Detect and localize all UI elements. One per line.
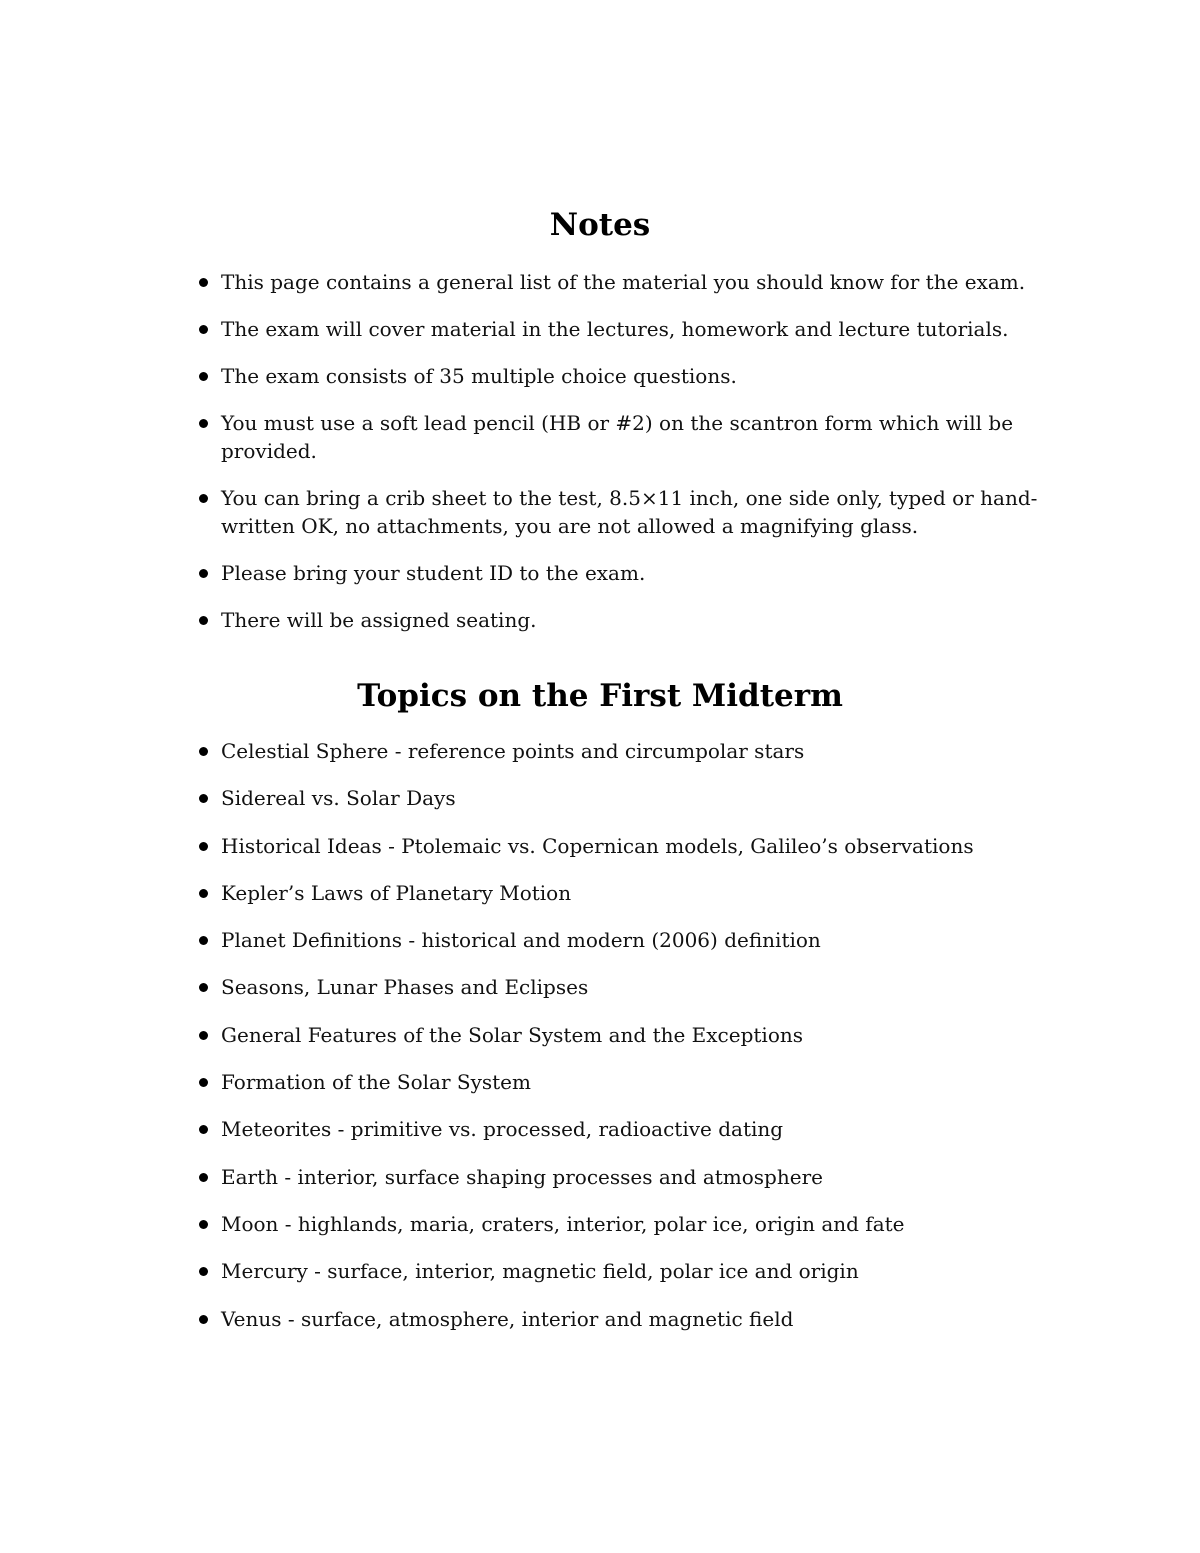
list-item-text: Historical Ideas - Ptolemaic vs. Copernican models, Galileo’s observations (221, 833, 974, 858)
bullet-icon (199, 278, 208, 287)
bullet-icon (199, 936, 208, 945)
bullet-icon (199, 1315, 208, 1324)
list-item (196, 1068, 1041, 1096)
list-item-text: This page contains a general list of the material you should know for the exam. (221, 270, 1026, 294)
list-item-text: You can bring a crib sheet to the test, 8.5×11 inch, one side only, typed or hand-written OK, no attachments, you are not allowed a magnifying glass. (221, 486, 1038, 538)
list-item (196, 606, 1041, 634)
list-item (196, 559, 1041, 587)
list-item (196, 879, 1041, 907)
list-item (196, 315, 1041, 343)
list-item-text: Earth - interior, surface shaping processes and atmosphere (221, 1164, 823, 1189)
bullet-icon (199, 794, 208, 803)
list-item (196, 1021, 1041, 1049)
topics-list (196, 737, 1041, 1352)
list-item (196, 409, 1041, 465)
list-item-text: You must use a soft lead pencil (HB or #2) on the scantron form which will be provided. (221, 411, 1014, 463)
bullet-icon (199, 747, 208, 756)
bullet-icon (199, 1031, 208, 1040)
list-item-text: Sidereal vs. Solar Days (221, 786, 456, 811)
list-item-text: Planet Definitions - historical and modern (2006) definition (221, 928, 821, 953)
list-item (196, 1257, 1041, 1285)
list-item-text: Seasons, Lunar Phases and Eclipses (221, 975, 589, 1000)
bullet-icon (199, 569, 208, 578)
list-item (196, 737, 1041, 765)
list-item-text: Mercury - surface, interior, magnetic field, polar ice and origin (221, 1259, 859, 1284)
bullet-icon (199, 1125, 208, 1134)
list-item (196, 926, 1041, 954)
list-item-text: Celestial Sphere - reference points and circumpolar stars (221, 739, 805, 763)
list-item-text: Meteorites - primitive vs. processed, radioactive dating (221, 1117, 784, 1142)
list-item (196, 1210, 1041, 1238)
list-item-text: Venus - surface, atmosphere, interior and magnetic field (221, 1306, 794, 1331)
list-item (196, 1163, 1041, 1191)
bullet-icon (199, 1267, 208, 1276)
bullet-icon (199, 372, 208, 381)
list-item (196, 973, 1041, 1001)
bullet-icon (199, 1078, 208, 1087)
list-item (196, 784, 1041, 812)
list-item-text: Kepler’s Laws of Planetary Motion (221, 880, 572, 905)
list-item-text: The exam consists of 35 multiple choice questions. (221, 364, 737, 388)
list-item (196, 1305, 1041, 1333)
bullet-icon (199, 494, 208, 503)
list-item-text: Moon - highlands, maria, craters, interior, polar ice, origin and fate (221, 1211, 905, 1236)
list-item-text: Formation of the Solar System (221, 1070, 531, 1095)
bullet-icon (199, 842, 208, 851)
bullet-icon (199, 1173, 208, 1182)
list-item (196, 268, 1041, 296)
bullet-icon (199, 616, 208, 625)
list-item-text: General Features of the Solar System and the Exceptions (221, 1022, 804, 1047)
bullet-icon (199, 325, 208, 334)
list-item (196, 832, 1041, 860)
bullet-icon (199, 983, 208, 992)
topics-heading: Topics on the First Midterm (357, 678, 843, 714)
list-item (196, 362, 1041, 390)
notes-heading: Notes (549, 207, 651, 243)
bullet-icon (199, 1220, 208, 1229)
notes-list (196, 268, 1041, 653)
bullet-icon (199, 419, 208, 428)
list-item (196, 1115, 1041, 1143)
bullet-icon (199, 889, 208, 898)
list-item-text: Please bring your student ID to the exam. (221, 561, 646, 585)
list-item-text: The exam will cover material in the lectures, homework and lecture tutorials. (221, 317, 1009, 341)
list-item (196, 484, 1041, 540)
list-item-text: There will be assigned seating. (221, 608, 537, 632)
